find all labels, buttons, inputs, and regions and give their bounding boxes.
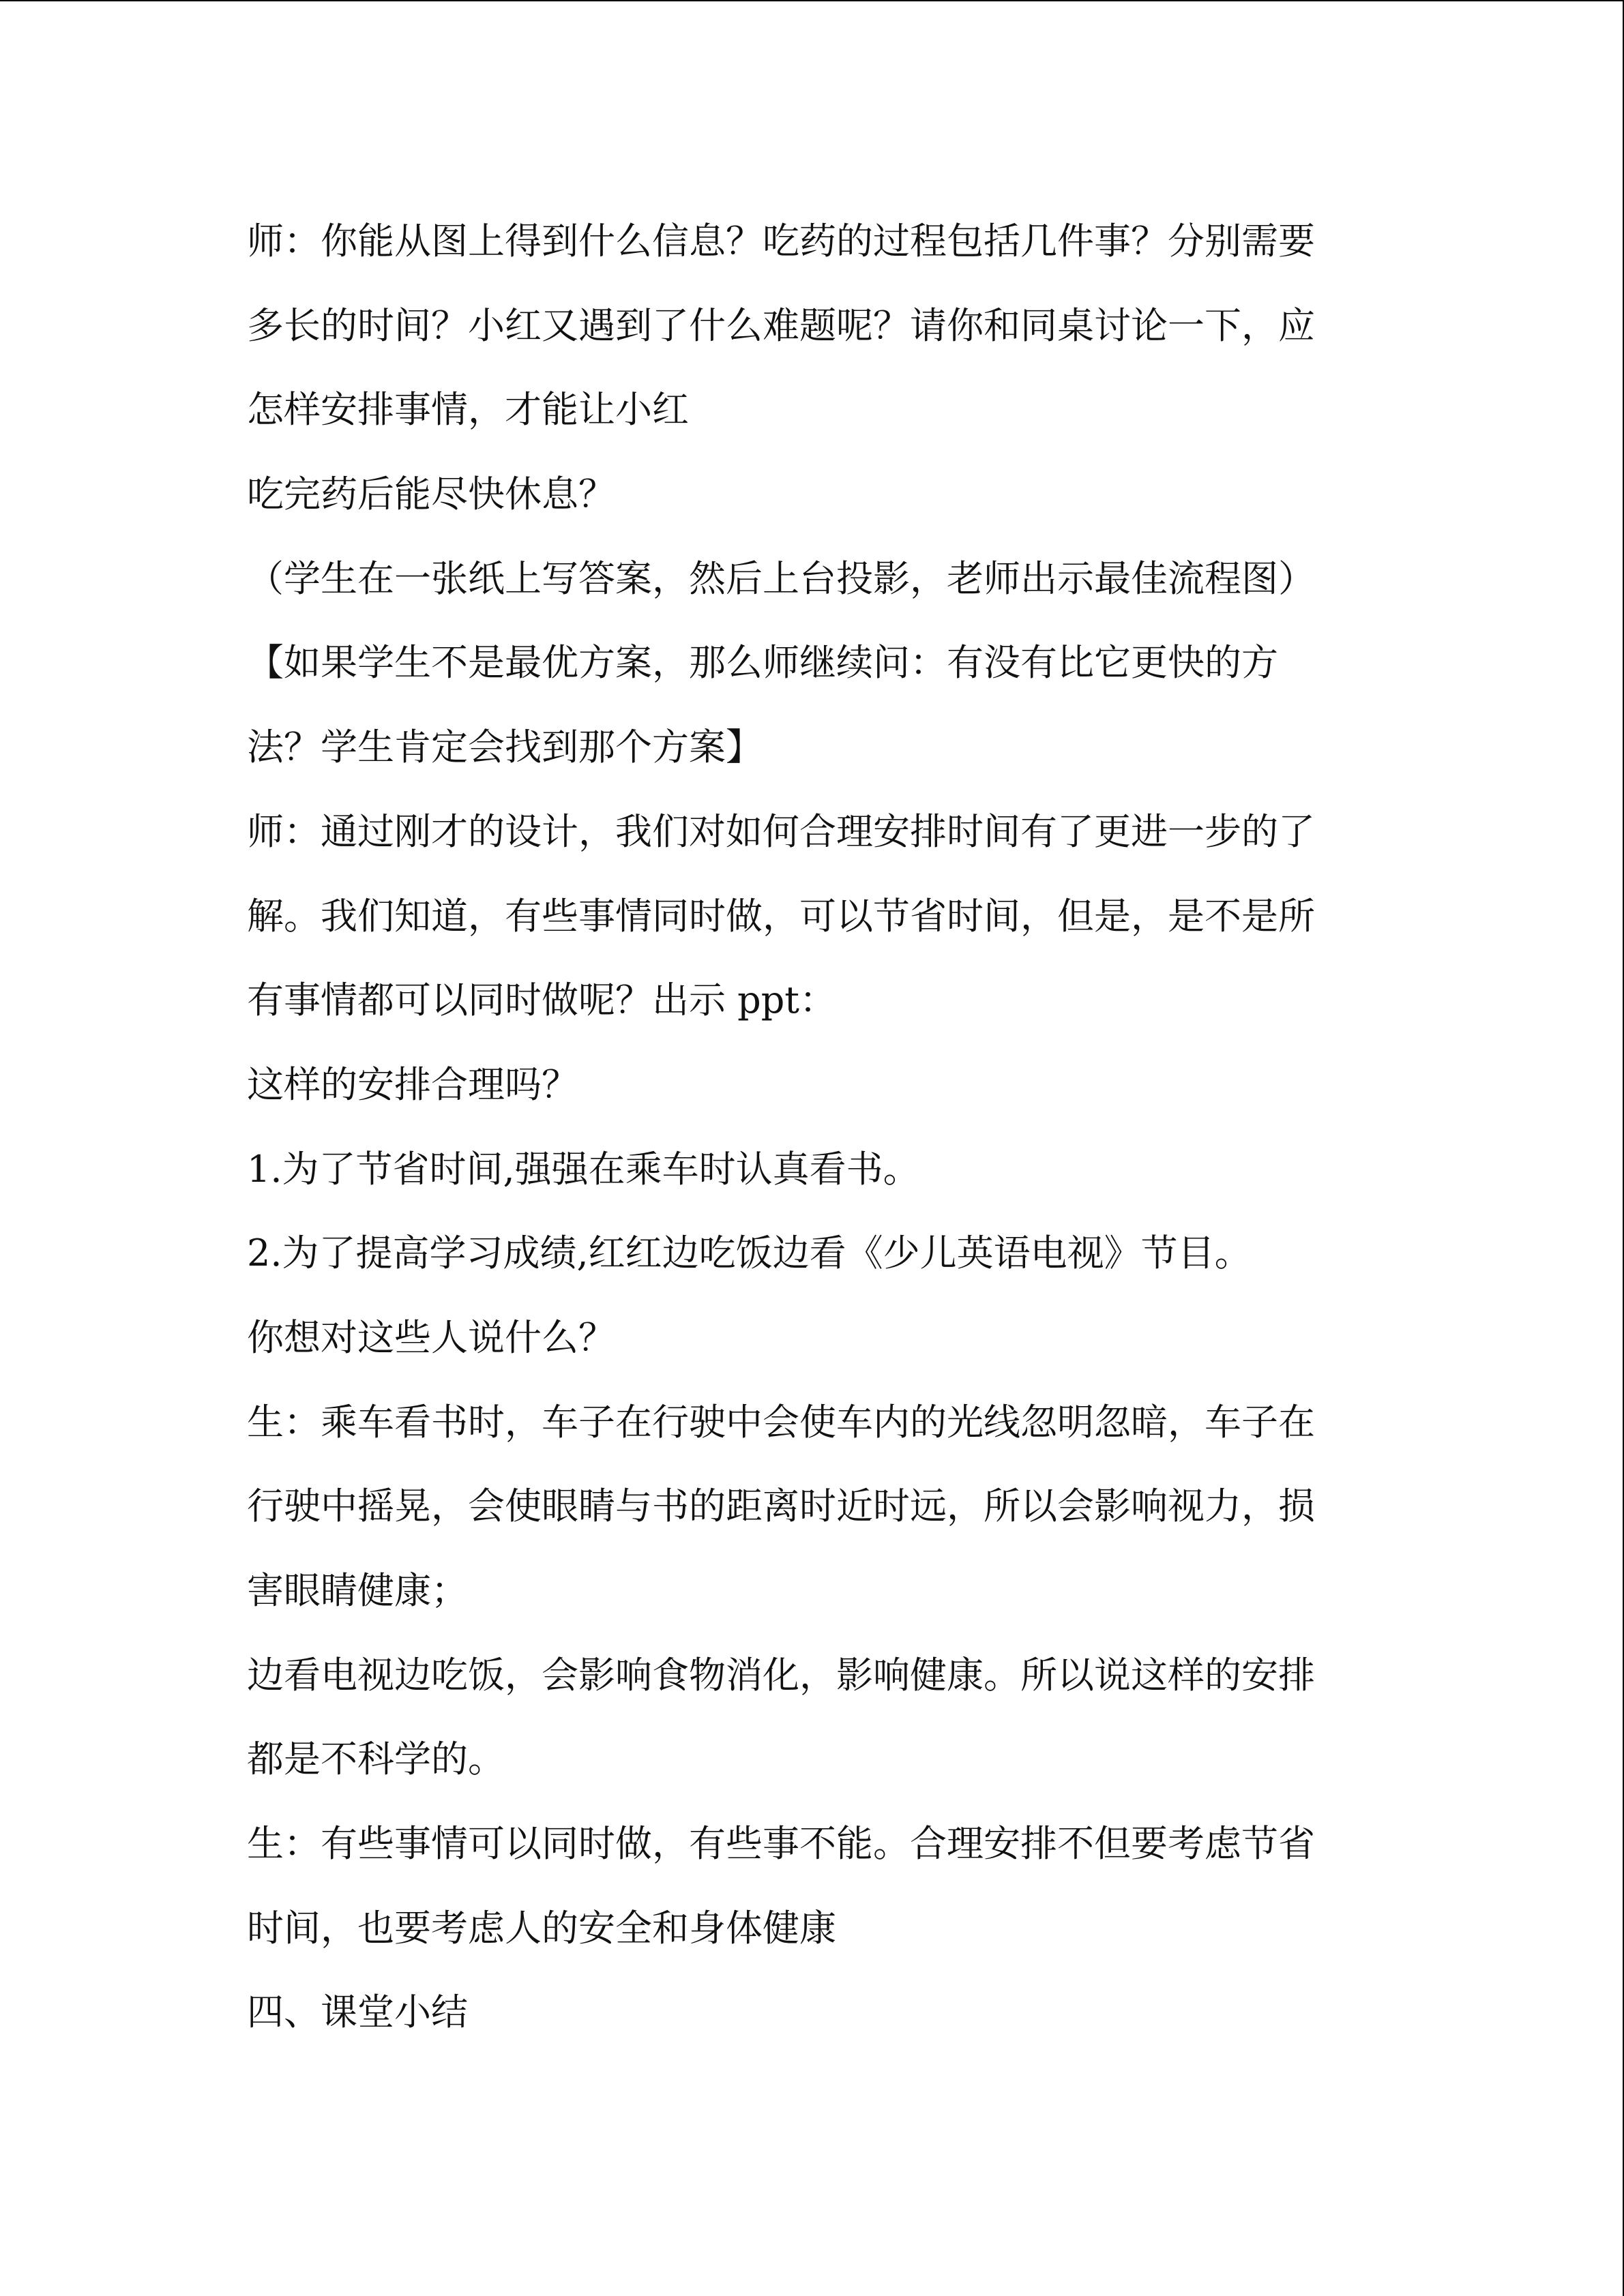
text-line: 多长的时间？小红又遇到了什么难题呢？请你和同桌讨论一下，应 bbox=[247, 303, 1315, 347]
text-line: 法？学生肯定会找到那个方案】 bbox=[247, 726, 763, 769]
text-line: 都是不科学的。 bbox=[247, 1738, 505, 1781]
section-heading: 四、课堂小结 bbox=[247, 1991, 468, 2034]
list-item: 1.为了节省时间,强强在乘车时认真看书。 bbox=[247, 1147, 920, 1191]
text-line: 时间，也要考虑人的安全和身体健康 bbox=[247, 1906, 836, 1950]
text-line: 怎样安排事情，才能让小红 bbox=[247, 388, 689, 432]
text-line: 生：有些事情可以同时做，有些事不能。合理安排不但要考虑节省 bbox=[247, 1822, 1315, 1866]
text-line: 边看电视边吃饭，会影响食物消化，影响健康。所以说这样的安排 bbox=[247, 1653, 1315, 1697]
text-line: 【如果学生不是最优方案，那么师继续问：有没有比它更快的方 bbox=[247, 641, 1278, 685]
text-line: （学生在一张纸上写答案，然后上台投影，老师出示最佳流程图） bbox=[247, 556, 1315, 600]
list-item: 2.为了提高学习成绩,红红边吃饭边看《少儿英语电视》节目。 bbox=[247, 1232, 1252, 1275]
text-line: 你想对这些人说什么？ bbox=[247, 1315, 615, 1359]
text-line: 师：你能从图上得到什么信息？吃药的过程包括几件事？分别需要 bbox=[247, 220, 1315, 263]
text-line: 害眼睛健康； bbox=[247, 1569, 468, 1612]
text-line: 解。我们知道，有些事情同时做，可以节省时间，但是，是不是所 bbox=[247, 894, 1315, 938]
text-line: 这样的安排合理吗？ bbox=[247, 1062, 578, 1106]
text-line: 有事情都可以同时做呢？出示 ppt： bbox=[247, 979, 836, 1022]
text-line: 师：通过刚才的设计，我们对如何合理安排时间有了更进一步的了 bbox=[247, 809, 1315, 853]
text-line: 吃完药后能尽快休息？ bbox=[247, 473, 615, 516]
document-body bbox=[247, 199, 1365, 2055]
text-line: 生：乘车看书时，车子在行驶中会使车内的光线忽明忽暗，车子在 bbox=[247, 1400, 1315, 1444]
text-line: 行驶中摇晃，会使眼睛与书的距离时近时远，所以会影响视力，损 bbox=[247, 1485, 1315, 1528]
